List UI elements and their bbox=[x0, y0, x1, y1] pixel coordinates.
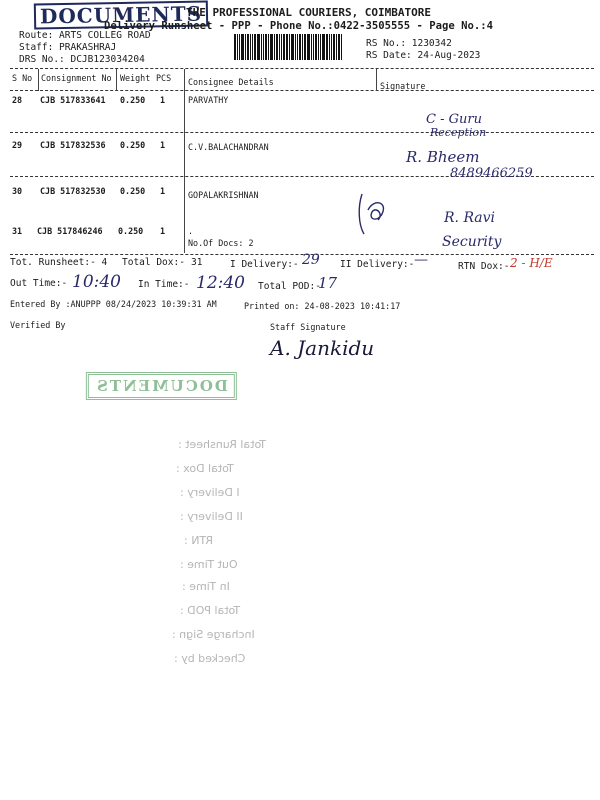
bleed-line: Out Time : bbox=[180, 558, 238, 571]
rs-date: RS Date: 24-Aug-2023 bbox=[366, 50, 481, 61]
hand-row31-name: R. Ravi bbox=[444, 210, 496, 226]
out-time-label: Out Time:- bbox=[10, 278, 68, 289]
hand-row29-receiver: R. Bheem bbox=[406, 148, 480, 166]
row31-pcs: 1 bbox=[160, 226, 166, 236]
bleed-line: In Time : bbox=[182, 580, 230, 593]
row31-weight: 0.250 bbox=[118, 226, 144, 236]
drs-number: DRS No.: DCJB123034204 bbox=[19, 54, 145, 65]
col-pcs: PCS bbox=[156, 73, 172, 83]
row30-consignment: CJB 517832530 bbox=[40, 186, 106, 196]
bleed-line: Total POD : bbox=[180, 604, 241, 617]
row28-consignment: CJB 517833641 bbox=[40, 95, 106, 105]
hand-total-pod: 17 bbox=[318, 274, 338, 292]
row29-pcs: 1 bbox=[160, 140, 166, 150]
col-consignee: Consignee Details bbox=[188, 77, 274, 87]
col-sno: S No bbox=[12, 73, 33, 83]
in-time-label: In Time:- bbox=[138, 279, 190, 290]
bleed-line: Total Runsheet : bbox=[178, 438, 267, 451]
printed-on: Printed on: 24-08-2023 10:41:17 bbox=[244, 301, 401, 311]
ii-delivery-label: II Delivery:- bbox=[340, 259, 415, 270]
bleed-line: Total Dox : bbox=[176, 462, 234, 475]
row29-sno: 29 bbox=[12, 140, 23, 150]
hand-rtn-dox: 2 - H/E bbox=[510, 256, 553, 270]
row29-consignee: C.V.BALACHANDRAN bbox=[188, 142, 269, 152]
hand-row29-name: C - Guru bbox=[426, 112, 482, 127]
barcode bbox=[234, 34, 356, 60]
hand-ii-delivery: — bbox=[414, 252, 428, 268]
bleed-line: Incharge Sign : bbox=[172, 628, 255, 641]
row29-weight: 0.250 bbox=[120, 140, 146, 150]
bleed-line: II Delivery : bbox=[180, 510, 243, 523]
verified-by: Verified By bbox=[10, 320, 66, 330]
col-consignment: Consignment No bbox=[41, 73, 112, 83]
documents-stamp: DOCUMENTS bbox=[34, 0, 209, 29]
bleed-line: RTN : bbox=[184, 534, 213, 547]
bleed-documents-stamp: DOCUMENTS bbox=[86, 372, 237, 400]
row28-sno: 28 bbox=[12, 95, 23, 105]
rtn-dox-label: RTN Dox:- bbox=[458, 261, 510, 272]
bleed-line: Checked by : bbox=[174, 652, 246, 665]
row29-consignment: CJB 517832536 bbox=[40, 140, 106, 150]
row28-consignee: PARVATHY bbox=[188, 95, 229, 105]
rs-number: RS No.: 1230342 bbox=[366, 38, 452, 49]
hand-in-time: 12:40 bbox=[196, 273, 245, 293]
row30-sno: 30 bbox=[12, 186, 23, 196]
route-label: Route: ARTS COLLEG ROAD bbox=[19, 30, 151, 41]
bleed-line: I Delivery : bbox=[180, 486, 240, 499]
row31-consignee: . bbox=[188, 226, 194, 236]
hand-total-delivery: 29 bbox=[302, 252, 320, 268]
hand-row29-phone: 8489466259 bbox=[450, 166, 533, 181]
total-dox-label: Total Dox:- bbox=[122, 257, 185, 268]
row28-weight: 0.250 bbox=[120, 95, 146, 105]
row30-signature-scribble bbox=[354, 190, 396, 238]
staff-signature-label: Staff Signature bbox=[270, 322, 346, 332]
hand-staff-signature: A. Jankidu bbox=[270, 336, 375, 360]
staff-label: Staff: PRAKASHRAJ bbox=[19, 42, 117, 53]
row30-weight: 0.250 bbox=[120, 186, 146, 196]
company-name: THE PROFESSIONAL COURIERS, COIMBATORE bbox=[186, 6, 432, 19]
i-delivery-label: I Delivery:- bbox=[230, 259, 299, 270]
col-weight: Weight bbox=[120, 73, 151, 83]
row31-consignment: CJB 517846246 bbox=[37, 226, 103, 236]
col-signature: Signature bbox=[380, 81, 426, 91]
hand-out-time: 10:40 bbox=[72, 272, 121, 292]
entered-by: Entered By :ANUPPP 08/24/2023 10:39:31 AM bbox=[10, 299, 217, 309]
hand-row31-security: Security bbox=[442, 234, 502, 250]
no-of-docs: No.Of Docs: 2 bbox=[188, 238, 254, 248]
hand-row29-reception: Reception bbox=[430, 126, 487, 139]
total-pod-label: Total POD:- bbox=[258, 281, 321, 292]
tot-runsheet: Tot. Runsheet:- 4 bbox=[10, 257, 108, 268]
row30-consignee: GOPALAKRISHNAN bbox=[188, 190, 259, 200]
runsheet-title: Delivery Runsheet - PPP - Phone No.:0422-3505555 - Page No.:4 bbox=[104, 20, 494, 32]
row30-pcs: 1 bbox=[160, 186, 166, 196]
total-dox-value: 31 bbox=[191, 257, 203, 268]
row28-pcs: 1 bbox=[160, 95, 166, 105]
row31-sno: 31 bbox=[12, 226, 23, 236]
